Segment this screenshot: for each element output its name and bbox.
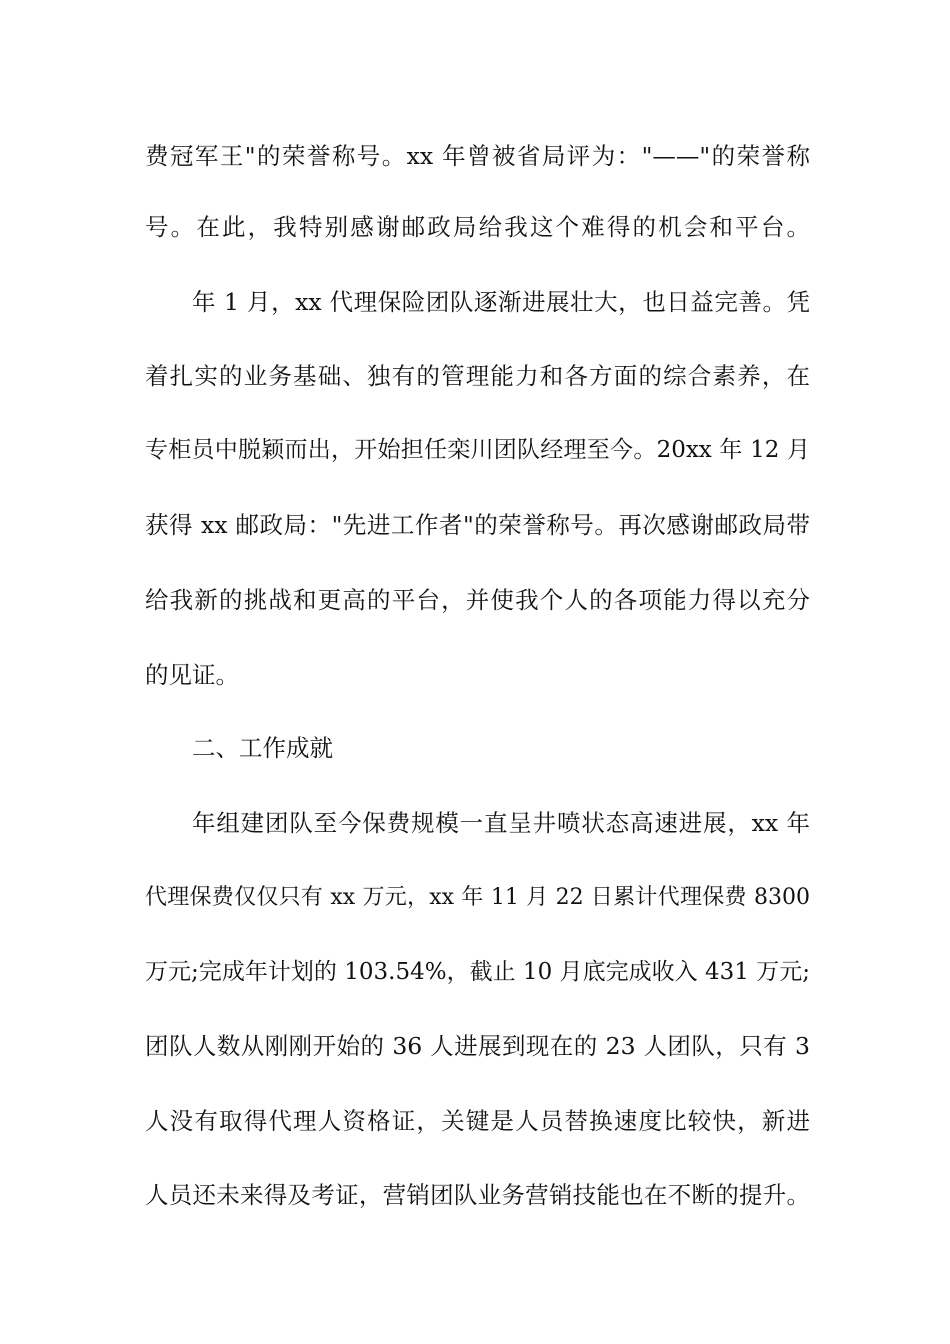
text-line: 费冠军王"的荣誉称号。xx 年曾被省局评为："——"的荣誉称 (145, 142, 810, 170)
text-line: 号。在此，我特别感谢邮政局给我这个难得的机会和平台。 (145, 213, 810, 241)
text-line: 专柜员中脱颖而出，开始担任栾川团队经理至今。20xx 年 12 月 (145, 437, 810, 463)
text-line: 获得 xx 邮政局："先进工作者"的荣誉称号。再次感谢邮政局带 (145, 511, 810, 539)
text-line: 人员还未来得及考证，营销团队业务营销技能也在不断的提升。 (145, 1181, 810, 1209)
paragraph-first-line: 年 1 月，xx 代理保险团队逐渐进展壮大，也日益完善。凭 (192, 288, 810, 316)
paragraph-first-line: 年组建团队至今保费规模一直呈井喷状态高速进展，xx 年 (192, 809, 810, 837)
text-line: 万元;完成年计划的 103.54%，截止 10 月底完成收入 431 万元; (145, 959, 810, 985)
text-line: 的见证。 (145, 661, 239, 689)
section-heading: 二、工作成就 (192, 734, 333, 762)
text-line: 人没有取得代理人资格证，关键是人员替换速度比较快，新进 (145, 1107, 810, 1135)
text-line: 着扎实的业务基础、独有的管理能力和各方面的综合素养，在 (145, 362, 810, 390)
text-line: 团队人数从刚刚开始的 36 人进展到现在的 23 人团队，只有 3 (145, 1032, 810, 1060)
text-line: 给我新的挑战和更高的平台，并使我个人的各项能力得以充分 (145, 586, 810, 614)
text-line: 代理保费仅仅只有 xx 万元，xx 年 11 月 22 日累计代理保费 8300 (145, 885, 810, 910)
